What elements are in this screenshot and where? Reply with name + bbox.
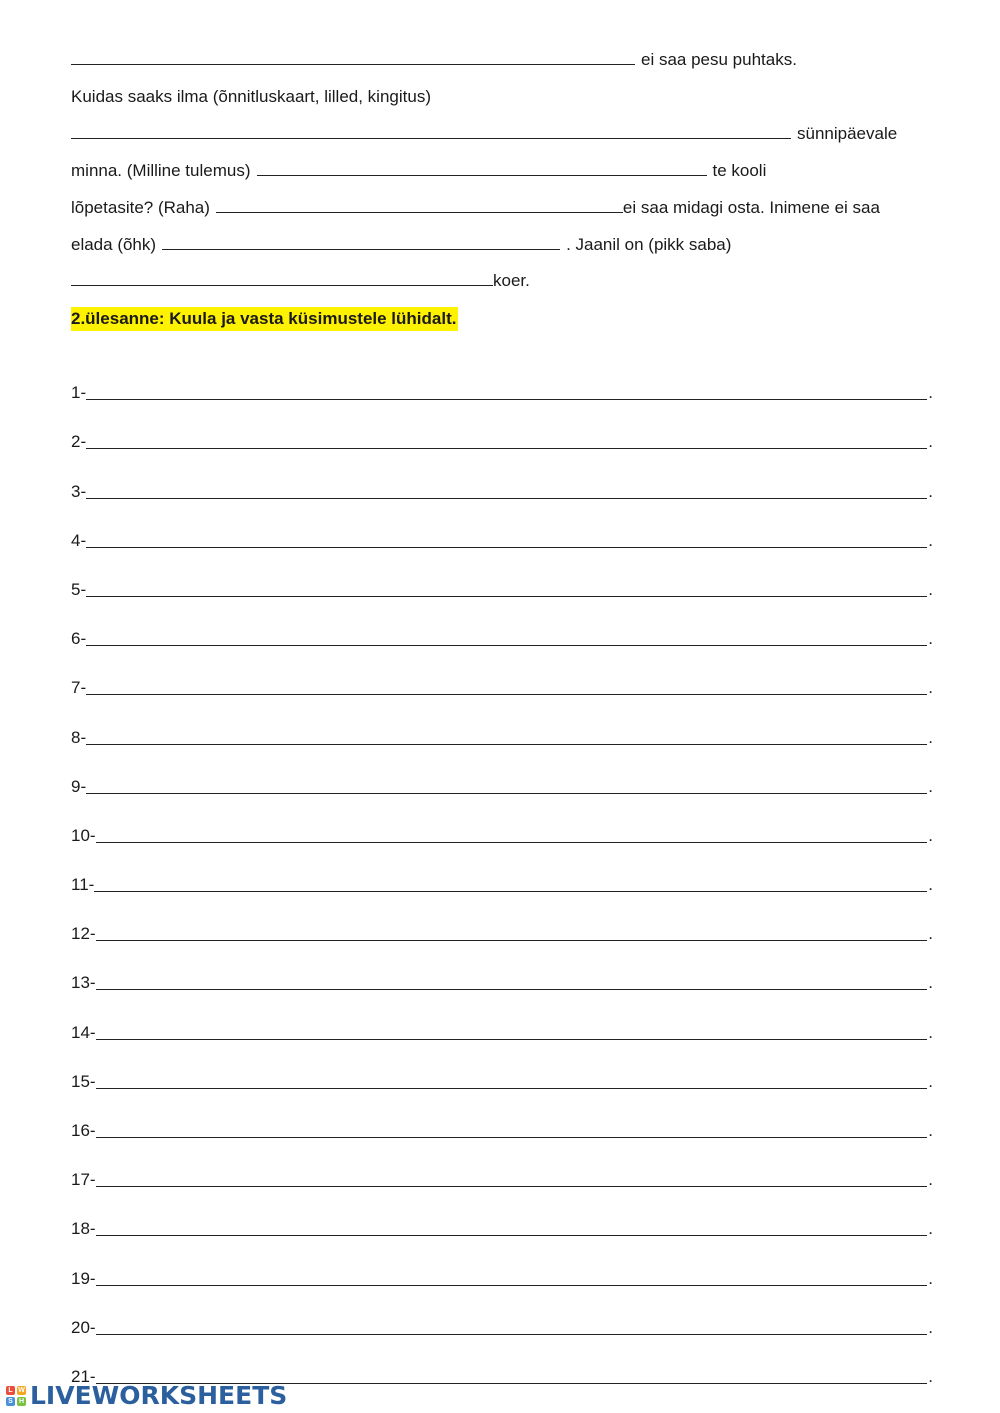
answer-end-period: . (928, 875, 933, 895)
answer-number: 14- (71, 1022, 96, 1042)
answer-blank[interactable] (96, 924, 928, 941)
answer-row (71, 1142, 933, 1191)
answer-blank[interactable] (96, 973, 928, 990)
answer-blank[interactable] (94, 875, 927, 892)
answer-end-period: . (928, 727, 933, 747)
fill-line-6 (71, 233, 731, 256)
answer-blank[interactable] (86, 580, 927, 597)
answer-blank[interactable] (96, 1121, 928, 1138)
logo-blocks-icon (6, 1386, 26, 1406)
fill-text: Kuidas saaks ilma (õnnitluskaart, lilled, kingitus) (71, 87, 431, 106)
answer-row (71, 699, 933, 748)
answer-blank[interactable] (86, 678, 927, 695)
fill-text: sünnipäevale (797, 124, 898, 143)
logo-block: L (6, 1386, 15, 1395)
answer-blank[interactable] (86, 383, 927, 400)
answer-number: 1- (71, 383, 87, 403)
answer-end-period: . (928, 1022, 933, 1042)
fill-line-1 (71, 48, 797, 71)
logo-block: H (18, 1397, 25, 1405)
answer-blank[interactable] (96, 1072, 928, 1089)
answer-number: 12- (71, 924, 96, 944)
answer-end-period: . (928, 1071, 933, 1091)
answer-blank[interactable] (86, 728, 927, 745)
answer-number: 5- (71, 579, 87, 599)
answer-number: 13- (71, 973, 96, 993)
answer-row (71, 1290, 933, 1339)
answer-number: 18- (71, 1219, 96, 1239)
answer-blank[interactable] (86, 531, 927, 548)
fill-line-4 (71, 159, 766, 182)
task-2-heading: 2.ülesanne: Kuula ja vasta küsimustele lühidalt. (71, 307, 458, 331)
answer-number: 17- (71, 1170, 96, 1190)
answer-number: 21- (71, 1366, 96, 1386)
answer-blank[interactable] (96, 1318, 928, 1335)
answer-end-period: . (928, 1366, 933, 1386)
answer-row (71, 847, 933, 896)
answer-row (71, 994, 933, 1043)
answer-row (71, 1044, 933, 1093)
logo-text: LIVEWORKSHEETS (30, 1381, 288, 1410)
fill-text: elada (õhk) (71, 235, 157, 254)
fill-text: . Jaanil on (pikk saba) (566, 235, 732, 254)
answer-end-period: . (928, 1121, 933, 1140)
answer-blank[interactable] (86, 482, 927, 499)
answer-row (71, 601, 933, 650)
answer-row (71, 1191, 933, 1240)
answer-end-period: . (928, 579, 933, 599)
answer-row (71, 355, 933, 404)
liveworksheets-logo (6, 1381, 287, 1410)
answer-row (71, 404, 933, 453)
answer-blank[interactable] (96, 1170, 928, 1187)
answer-blank[interactable] (96, 1023, 928, 1040)
fill-text: lõpetasite? (Raha) (71, 198, 210, 217)
answer-end-period: . (928, 481, 933, 501)
logo-block: W (18, 1386, 25, 1394)
answer-end-period: . (928, 629, 933, 649)
answer-number: 8- (71, 727, 87, 747)
answer-blank[interactable] (96, 826, 928, 843)
answer-number: 10- (71, 825, 96, 845)
answer-blank[interactable] (162, 233, 560, 250)
answer-number: 19- (71, 1268, 96, 1288)
answer-number: 9- (71, 776, 87, 796)
answer-blank[interactable] (96, 1219, 928, 1236)
answer-blank[interactable] (257, 159, 707, 176)
answer-row (71, 453, 933, 502)
fill-text: koer. (493, 271, 530, 290)
answer-end-period: . (928, 432, 933, 452)
answer-row (71, 650, 933, 699)
answer-number: 20- (71, 1317, 96, 1337)
answer-number: 7- (71, 678, 87, 698)
answer-end-period: . (928, 825, 933, 845)
fill-text: ei saa pesu puhtaks. (641, 50, 797, 69)
answer-row (71, 945, 933, 994)
answer-row (71, 503, 933, 552)
answer-end-period: . (928, 678, 933, 698)
answer-number: 3- (71, 481, 87, 501)
answer-blank[interactable] (86, 777, 927, 794)
answer-blank[interactable] (71, 48, 635, 65)
answer-end-period: . (928, 530, 933, 550)
answer-blank[interactable] (71, 122, 791, 139)
answer-end-period: . (928, 973, 933, 993)
answer-end-period: . (928, 1317, 933, 1337)
fill-text: te kooli (712, 161, 767, 180)
logo-block: S (6, 1397, 15, 1406)
answer-number: 2- (71, 432, 87, 452)
answer-end-period: . (928, 1170, 933, 1190)
answer-blank[interactable] (71, 269, 493, 286)
answer-end-period: . (928, 383, 933, 403)
fill-line-5 (71, 196, 880, 219)
fill-text: ei saa midagi osta. Inimene ei saa (622, 198, 880, 217)
answer-end-period: . (928, 776, 933, 796)
answer-row (71, 749, 933, 798)
fill-line-7 (71, 269, 530, 292)
answer-list (71, 355, 933, 1388)
answer-row (71, 1093, 933, 1142)
answer-blank[interactable] (96, 1269, 928, 1286)
answer-blank[interactable] (86, 629, 927, 646)
answer-number: 4- (71, 530, 87, 550)
answer-end-period: . (928, 1268, 933, 1288)
answer-number: 15- (71, 1071, 96, 1091)
fill-line-2 (71, 86, 431, 108)
answer-row (71, 552, 933, 601)
answer-number: 6- (71, 629, 87, 649)
answer-end-period: . (928, 1219, 933, 1239)
answer-number: 16- (71, 1121, 96, 1140)
answer-blank[interactable] (216, 196, 623, 213)
answer-row (71, 798, 933, 847)
fill-line-3 (71, 122, 897, 145)
answer-number: 11- (71, 875, 95, 895)
answer-blank[interactable] (86, 432, 927, 449)
fill-text: minna. (Milline tulemus) (71, 161, 251, 180)
answer-row (71, 1240, 933, 1289)
answer-end-period: . (928, 924, 933, 944)
answer-row (71, 896, 933, 945)
